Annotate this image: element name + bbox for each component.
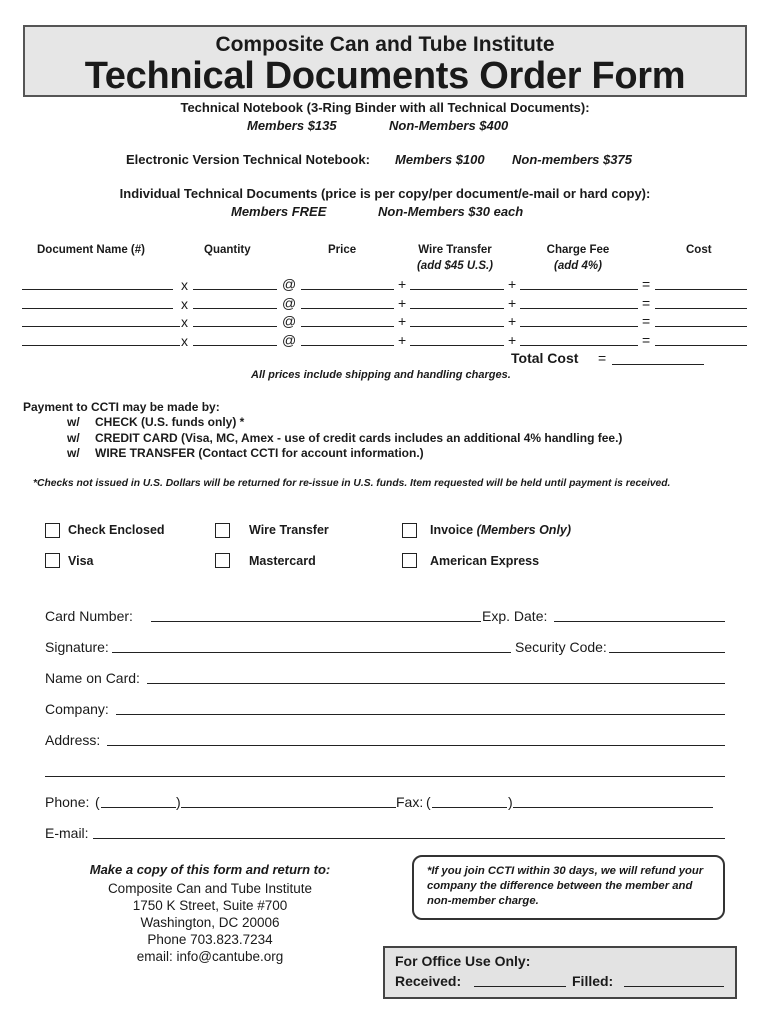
quantity-input[interactable] [193,315,277,327]
fax-paren-close: ) [508,794,513,810]
invoice-members-only: (Members Only) [476,523,572,537]
at-sign: @ [282,313,297,329]
header-document-name: Document Name (#) [37,244,145,256]
phone-paren-close: ) [176,794,181,810]
phone-paren-open: ( [95,794,100,810]
document-name-input[interactable] [22,297,173,309]
wire-transfer-input[interactable] [410,334,504,346]
equals-sign: = [642,332,651,348]
payment-prefix: w/ [67,431,80,445]
payment-option-wire: WIRE TRANSFER (Contact CCTI for account information.) [95,446,424,460]
header-box [23,25,747,97]
company-label: Company: [45,701,109,717]
header-charge-fee-sub: (add 4%) [554,260,602,272]
total-cost-label: Total Cost [511,350,579,366]
header-quantity: Quantity [204,244,251,256]
return-email: email: info@cantube.org [136,949,284,964]
invoice-label-group [430,523,571,537]
plus-sign: + [398,332,407,348]
amex-checkbox[interactable] [402,553,417,568]
fax-paren-open: ( [426,794,431,810]
price-input[interactable] [301,334,394,346]
plus-sign: + [398,276,407,292]
return-address-block [60,862,360,965]
electronic-label: Electronic Version Technical Notebook: [126,152,370,167]
cost-input[interactable] [655,297,747,309]
notebook-nonmembers-price: Non-Members $400 [389,118,509,133]
equals-sign: = [642,276,651,292]
invoice-checkbox[interactable] [402,523,417,538]
fax-area-code-input[interactable] [432,796,507,808]
notebook-line: Technical Notebook (3-Ring Binder with all Technical Documents): [180,100,590,115]
charge-fee-input[interactable] [520,278,638,290]
notebook-members-price: Members $135 [247,118,337,133]
document-name-input[interactable] [22,278,173,290]
refund-note: *If you join CCTI within 30 days, we will refund your company the difference between the member and non-member charge. [427,865,704,907]
payment-option-check: CHECK (U.S. funds only) * [95,415,245,429]
header-wire-transfer-sub: (add $45 U.S.) [416,260,494,272]
at-sign: @ [282,332,297,348]
signature-label: Signature: [45,639,109,655]
visa-checkbox[interactable] [45,553,60,568]
name-on-card-input[interactable] [147,672,725,684]
org-name: Composite Can and Tube Institute [215,33,555,56]
check-enclosed-label: Check Enclosed [68,523,165,537]
exp-date-label: Exp. Date: [482,608,548,624]
address-line-2-input[interactable] [45,765,725,777]
document-name-input[interactable] [22,315,180,327]
times-sign: x [181,296,188,312]
mastercard-label: Mastercard [249,554,316,568]
plus-sign: + [508,276,517,292]
times-sign: x [181,277,188,293]
page-title: Technical Documents Order Form [84,55,686,97]
visa-label: Visa [68,554,94,568]
return-street: 1750 K Street, Suite #700 [132,898,288,913]
times-sign: x [181,314,188,330]
header-price: Price [328,244,357,256]
header-cost: Cost [686,244,712,256]
card-number-input[interactable] [151,610,481,622]
address-label: Address: [45,732,101,748]
return-city: Washington, DC 20006 [140,915,280,930]
received-label: Received: [395,973,462,989]
cost-input[interactable] [655,315,747,327]
electronic-nonmembers-price: Non-members $375 [512,152,632,167]
refund-note-box [412,855,725,920]
payment-intro: Payment to CCTI may be made by: [23,400,220,414]
received-input[interactable] [474,975,566,987]
individual-members-price: Members FREE [231,204,327,219]
cost-input[interactable] [655,278,747,290]
individual-line: Individual Technical Documents (price is per copy/per document/e-mail or hard copy): [119,186,651,201]
cost-input[interactable] [655,334,747,346]
wire-transfer-label: Wire Transfer [249,523,329,537]
quantity-input[interactable] [193,297,277,309]
total-cost-input[interactable] [612,353,704,365]
price-input[interactable] [301,297,394,309]
exp-date-input[interactable] [554,610,725,622]
at-sign: @ [282,276,297,292]
total-equals-sign: = [598,350,607,366]
office-use-title: For Office Use Only: [395,953,531,969]
email-input[interactable] [93,827,725,839]
invoice-label: Invoice [430,523,474,537]
card-number-label: Card Number: [45,608,133,624]
filled-input[interactable] [624,975,724,987]
name-on-card-label: Name on Card: [45,670,140,686]
electronic-members-price: Members $100 [395,152,485,167]
charge-fee-input[interactable] [520,334,638,346]
return-org: Composite Can and Tube Institute [107,881,313,896]
charge-fee-input[interactable] [520,297,638,309]
payment-prefix: w/ [67,415,80,429]
wire-transfer-input[interactable] [410,278,504,290]
payment-option-credit-card: CREDIT CARD (Visa, MC, Amex - use of credit cards includes an additional 4% handling fee.) [95,431,623,445]
check-enclosed-checkbox[interactable] [45,523,60,538]
amex-label: American Express [430,554,540,568]
plus-sign: + [398,313,407,329]
address-input[interactable] [107,734,725,746]
return-heading: Make a copy of this form and return to: [89,862,331,877]
filled-label: Filled: [572,973,614,989]
plus-sign: + [508,332,517,348]
security-code-label: Security Code: [515,639,607,655]
phone-area-code-input[interactable] [101,796,176,808]
plus-sign: + [508,295,517,311]
wire-transfer-checkbox[interactable] [215,523,230,538]
signature-input[interactable] [112,641,511,653]
charge-fee-input[interactable] [520,315,638,327]
times-sign: x [181,333,188,349]
price-input[interactable] [301,278,394,290]
at-sign: @ [282,295,297,311]
wire-transfer-input[interactable] [410,315,504,327]
individual-nonmembers-price: Non-Members $30 each [378,204,524,219]
phone-number-input[interactable] [181,796,396,808]
fax-label: Fax: [396,794,424,810]
quantity-input[interactable] [193,278,277,290]
wire-transfer-input[interactable] [410,297,504,309]
plus-sign: + [398,295,407,311]
email-label: E-mail: [45,825,89,841]
header-wire-transfer: Wire Transfer [418,244,492,256]
company-input[interactable] [116,703,725,715]
checks-note: *Checks not issued in U.S. Dollars will be returned for re-issue in U.S. funds. Item requested will be held until payment is received. [33,478,671,489]
header-charge-fee: Charge Fee [546,244,610,256]
equals-sign: = [642,295,651,311]
fax-number-input[interactable] [513,796,713,808]
quantity-input[interactable] [193,334,277,346]
office-use-box [383,946,737,999]
price-input[interactable] [301,315,394,327]
shipping-note: All prices include shipping and handling charges. [251,369,511,381]
phone-label: Phone: [45,794,90,810]
mastercard-checkbox[interactable] [215,553,230,568]
return-phone: Phone 703.823.7234 [147,932,273,947]
plus-sign: + [508,313,517,329]
payment-prefix: w/ [67,446,80,460]
document-name-input[interactable] [22,334,180,346]
equals-sign: = [642,313,651,329]
security-code-input[interactable] [609,641,725,653]
